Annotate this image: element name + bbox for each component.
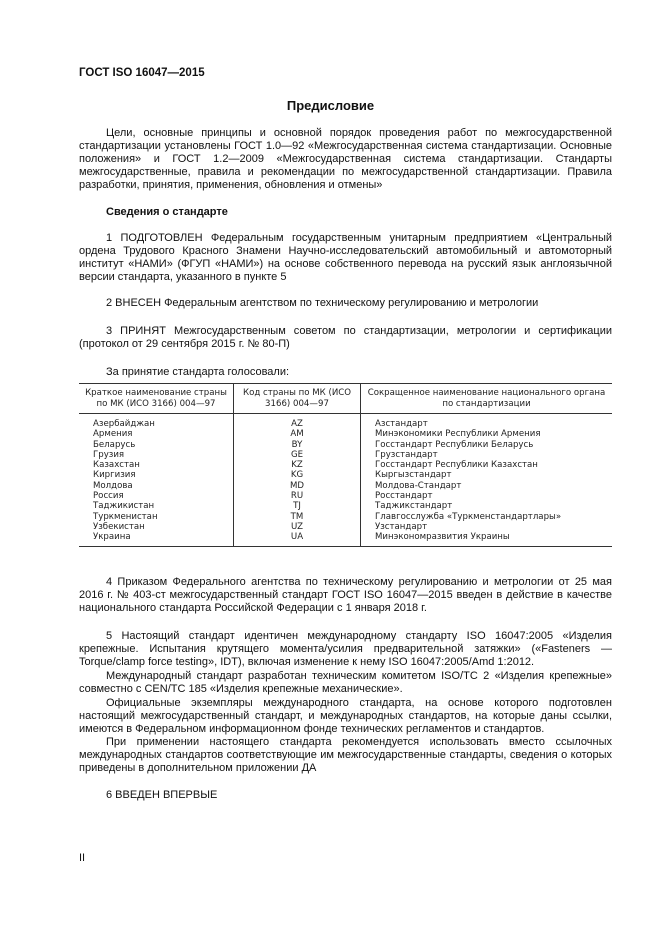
cell-standards-body: Минэкономразвития Украины xyxy=(361,532,613,546)
table-row xyxy=(79,491,612,501)
cell-standards-body: Минэкономики Республики Армения xyxy=(375,429,541,440)
cell-country-name: Армения xyxy=(79,429,234,439)
cell-country-code: AZ xyxy=(234,414,361,430)
table-row xyxy=(79,512,612,522)
page-number: II xyxy=(79,852,86,864)
cell-country-name: Туркменистан xyxy=(79,512,234,522)
cell-standards-body: Молдова-Стандарт xyxy=(375,480,462,491)
cell-country-code: KG xyxy=(234,470,361,480)
cell-country-code: RU xyxy=(234,491,361,501)
cell-standards-body: Главгосслужба «Туркменстандартлары» xyxy=(375,511,562,522)
cell-country-name: Молдова xyxy=(79,481,234,491)
item-2-paragraph: 2 ВНЕСЕН Федеральным агентством по техническому регулированию и метрологии xyxy=(106,297,539,309)
cell-country-name: Украина xyxy=(79,532,234,546)
table-intro: За принятие стандарта голосовали: xyxy=(106,366,290,378)
cell-country-name: Казахстан xyxy=(79,460,234,470)
cell-country-name: Азербайджан xyxy=(79,414,234,430)
cell-standards-body: Госстандарт Республики Казахстан xyxy=(375,460,538,471)
cell-country-name: Грузия xyxy=(79,450,234,460)
cell-standards-body: Узстандарт xyxy=(375,521,428,532)
cell-country-code: GE xyxy=(234,450,361,460)
header-country-code: Код страны по МК (ИСО 3166) 004—97 xyxy=(234,384,361,414)
cell-country-code: MD xyxy=(234,481,361,491)
table-row xyxy=(79,440,612,450)
table-row xyxy=(79,481,612,491)
table-row xyxy=(79,429,612,439)
cell-standards-body: Кыргызстандарт xyxy=(375,470,452,481)
table-row xyxy=(79,460,612,470)
table-row xyxy=(79,470,612,480)
header-standards-body: Сокращенное наименование национального органа по стандартизации xyxy=(361,384,613,414)
cell-country-name: Беларусь xyxy=(79,440,234,450)
item-1-paragraph: 1 ПОДГОТОВЛЕН Федеральным государственным унитарным предприятием «Центральный ордена Трудового Красного Знамени Научно-исследовательский автомобильный и автомоторный институт «НАМИ» (ФГУП «НАМИ») на основе собственного перевода на русский язык англоязычной версии стандарта, указанного в пункте 5 xyxy=(79,232,612,283)
cell-country-code: TJ xyxy=(234,501,361,511)
cell-standards-body: Азстандарт xyxy=(375,419,428,429)
vote-table-body xyxy=(79,414,612,547)
page-title: Предисловие xyxy=(286,98,375,113)
cell-standards-body: Таджикстандарт xyxy=(375,501,453,512)
cell-country-code: AM xyxy=(234,429,361,439)
cell-country-code: UA xyxy=(234,532,361,546)
table-row xyxy=(79,522,612,532)
item-5-copies-paragraph: Официальные экземпляры международного стандарта, на основе которого подготовлен настоящий межгосударственный стандарт, и международных стандартов, на которые даны ссылки, имеются в Федеральном информационном фонде технических регламентов и стандартов. xyxy=(79,697,612,735)
table-row xyxy=(79,501,612,511)
header-country-name: Краткое наименование страны по МК (ИСО 3166) 004—97 xyxy=(79,384,234,414)
table-row xyxy=(79,450,612,460)
cell-standards-body: Госстандарт Республики Беларусь xyxy=(375,439,534,450)
table-row xyxy=(79,414,612,430)
vote-table xyxy=(79,383,612,547)
item-4-paragraph: 4 Приказом Федерального агентства по техническому регулированию и метрологии от 25 мая 2016 г. № 403-ст межгосударственный стандарт ГОСТ ISO 16047—2015 введен в действие в качестве национального стандарта Российской Федерации с 1 января 2018 г. xyxy=(79,576,612,614)
item-5-committee-paragraph: Международный стандарт разработан техническим комитетом ISO/TC 2 «Изделия крепежные» совместно с CEN/TC 185 «Изделия крепежные механические». xyxy=(79,670,612,695)
item-3-paragraph: 3 ПРИНЯТ Межгосударственным советом по стандартизации, метрологии и сертификации (протокол от 29 сентября 2015 г. № 80-П) xyxy=(79,325,612,350)
cell-country-name: Киргизия xyxy=(79,470,234,480)
intro-paragraph: Цели, основные принципы и основной порядок проведения работ по межгосударственной стандартизации установлены ГОСТ 1.0—92 «Межгосударственная система стандартизации. Основные положения» и ГОСТ 1.2—2009 «Межгосударственная система стандартизации. Стандарты межгосударственные, правила и рекомендации по межгосударственной стандартизации. Правила разработки, принятия, применения, обновления и отмены» xyxy=(79,127,612,191)
cell-country-code: BY xyxy=(234,440,361,450)
table-header-row xyxy=(79,384,612,414)
cell-country-name: Таджикистан xyxy=(79,501,234,511)
item-5-paragraph: 5 Настоящий стандарт идентичен международному стандарту ISO 16047:2005 «Изделия крепежные. Испытания крутящего момента/усилия предварительной затяжки» («Fasteners — Torque/clamp force testing», IDT), включая изменение к нему ISO 16047:2005/Amd 1:2012. xyxy=(79,630,612,668)
table-row xyxy=(79,532,612,546)
document-id: ГОСТ ISO 16047—2015 xyxy=(79,67,205,79)
cell-standards-body: Грузстандарт xyxy=(375,449,438,460)
section-heading: Сведения о стандарте xyxy=(106,206,228,218)
cell-country-code: KZ xyxy=(234,460,361,470)
cell-country-code: TM xyxy=(234,512,361,522)
cell-country-name: Узбекистан xyxy=(79,522,234,532)
cell-country-name: Россия xyxy=(79,491,234,501)
cell-standards-body: Росстандарт xyxy=(375,491,433,502)
cell-country-code: UZ xyxy=(234,522,361,532)
item-6-paragraph: 6 ВВЕДЕН ВПЕРВЫЕ xyxy=(106,789,218,801)
item-5-application-paragraph: При применении настоящего стандарта рекомендуется использовать вместо ссылочных международных стандартов соответствующие им межгосударственные стандарты, сведения о которых приведены в дополнительном приложении ДА xyxy=(79,736,612,774)
